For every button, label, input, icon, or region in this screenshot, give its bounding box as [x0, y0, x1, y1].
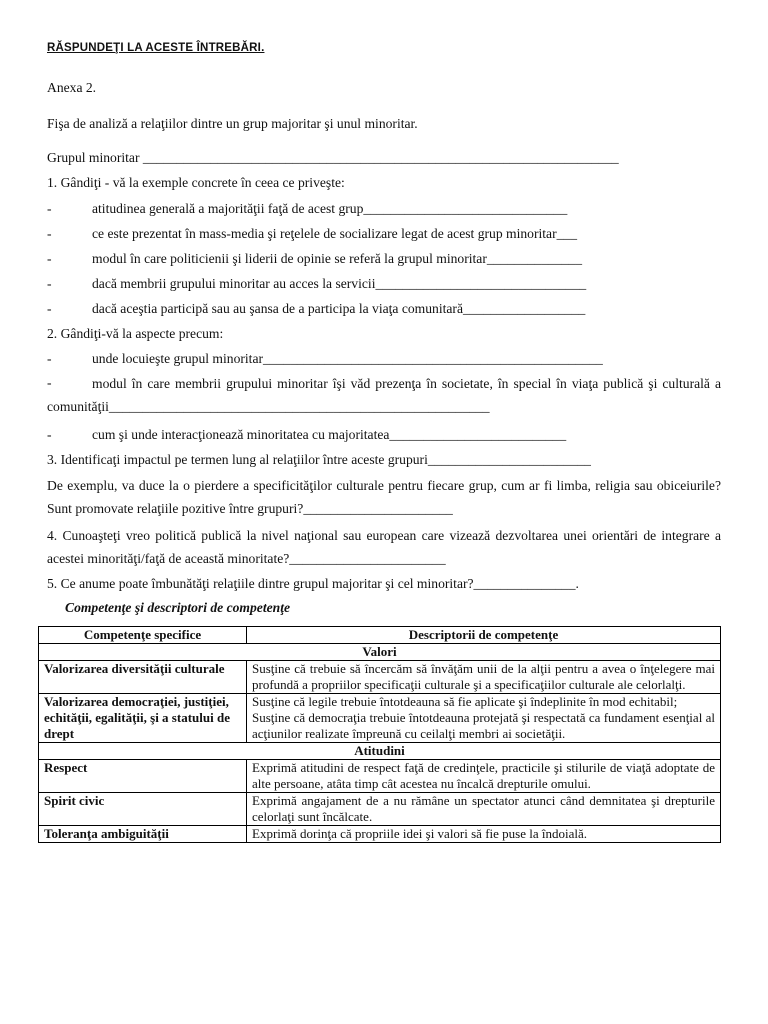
question-5: 5. Ce anume poate îmbunătăţi relaţiile dintre grupul majoritar şi cel minoritar?_______________. — [47, 576, 579, 591]
competence-cell: Valorizarea democraţiei, justiţiei, echităţii, egalităţii, şi a statului de drept — [39, 694, 247, 743]
table-caption: Competenţe şi descriptori de competenţe — [65, 600, 291, 615]
minority-group-field: Grupul minoritar ______________________________________________________________________ — [47, 150, 619, 165]
bullet: - — [47, 351, 52, 366]
header-cell: Descriptorii de competenţe — [247, 627, 721, 644]
bullet: - — [47, 301, 52, 316]
competences-table — [38, 626, 721, 843]
q2-item-2: modul în care membrii grupului minoritar îşi văd prezenţa în societate, în special în viaţa publică şi culturală a comunităţii________________________________________________________ — [47, 376, 721, 414]
q1-item-2: ce este prezentat în mass-media şi reţelele de socializare legat de acest grup minoritar___ — [92, 226, 578, 241]
competence-cell: Spirit civic — [39, 793, 247, 826]
q1-item-5: dacă aceştia participă sau au şansa de a participa la viaţa comunitară__________________ — [92, 301, 586, 316]
section-row — [39, 644, 721, 661]
descriptor-cell — [247, 694, 721, 743]
competence-cell: Respect — [39, 760, 247, 793]
q1-item-3: modul în care politicienii şi liderii de opinie se referă la grupul minoritar______________ — [92, 251, 583, 266]
form-title: Fişa de analiză a relaţiilor dintre un grup majoritar şi unul minoritar. — [47, 116, 418, 131]
section-title: Atitudini — [39, 743, 721, 760]
annex-label: Anexa 2. — [47, 80, 97, 95]
bullet: - — [47, 276, 52, 291]
header-cell: Competenţe specifice — [39, 627, 247, 644]
table-row — [39, 793, 721, 826]
section-row — [39, 743, 721, 760]
q2-item-3: cum şi unde interacţionează minoritatea cu majoritatea__________________________ — [92, 427, 567, 442]
bullet: - — [47, 226, 52, 241]
bullet: - — [47, 375, 52, 390]
page-heading: RĂSPUNDEŢI LA ACESTE ÎNTREBĂRI. — [47, 42, 265, 54]
question-1: 1. Gândiţi - vă la exemple concrete în ceea ce priveşte: — [47, 175, 345, 190]
descriptor-cell: Exprimă atitudini de respect faţă de credinţele, practicile şi stilurile de viaţă adoptate de alte persoane, atâta timp cât acestea nu încalcă drepturile omului. — [247, 760, 721, 793]
bullet: - — [47, 251, 52, 266]
q2-item-1: unde locuieşte grupul minoritar__________________________________________________ — [92, 351, 603, 366]
descriptor-paragraph: Susţine că legile trebuie întotdeauna să fie aplicate şi îndeplinite în mod echitabil; — [252, 694, 678, 709]
table-header-row — [39, 627, 721, 644]
question-2: 2. Gândiţi-vă la aspecte precum: — [47, 326, 224, 341]
table-row — [39, 826, 721, 843]
bullet: - — [47, 201, 52, 216]
competence-cell: Valorizarea diversităţii culturale — [39, 661, 247, 694]
question-4: 4. Cunoaşteţi vreo politică publică la nivel naţional sau european care vizează dezvoltarea unei orientări de integrare a acestei minorităţi/faţă de această minoritate?_______________________ — [47, 528, 721, 566]
table-row — [39, 760, 721, 793]
question-3: 3. Identificaţi impactul pe termen lung al relaţiilor între aceste grupuri________________________ — [47, 452, 591, 467]
descriptor-cell: Susţine că trebuie să încercăm să învăţăm unii de la alţii pentru a avea o înţelegere mai profundă a propriilor specificaţii culturale şi a specificaţiilor culturale ale celorlalţi. — [247, 661, 721, 694]
competence-cell: Toleranţa ambiguităţii — [39, 826, 247, 843]
table-row — [39, 661, 721, 694]
question-3-example: De exemplu, va duce la o pierdere a specificităţilor culturale pentru fiecare grup, cum ar fi limba, religia sau obiceiurile? Sunt promovate relaţiile pozitive între grupuri?______________________ — [47, 478, 721, 516]
descriptor-cell: Exprimă angajament de a nu rămâne un spectator atunci când demnitatea şi drepturile celorlaţi sunt încălcate. — [247, 793, 721, 826]
q1-item-4: dacă membrii grupului minoritar au acces la servicii_______________________________ — [92, 276, 587, 291]
section-title: Valori — [39, 644, 721, 661]
bullet: - — [47, 427, 52, 442]
q1-item-1: atitudinea generală a majorităţii faţă de acest grup______________________________ — [92, 201, 568, 216]
descriptor-cell: Exprimă dorinţa că propriile idei şi valori să fie puse la îndoială. — [247, 826, 721, 843]
descriptor-paragraph: Susţine că democraţia trebuie întotdeauna protejată şi respectată ca fundament esenţial al acţiunilor realizate împreună cu ceilalţi membri ai societăţii. — [252, 710, 715, 741]
table-row — [39, 694, 721, 743]
